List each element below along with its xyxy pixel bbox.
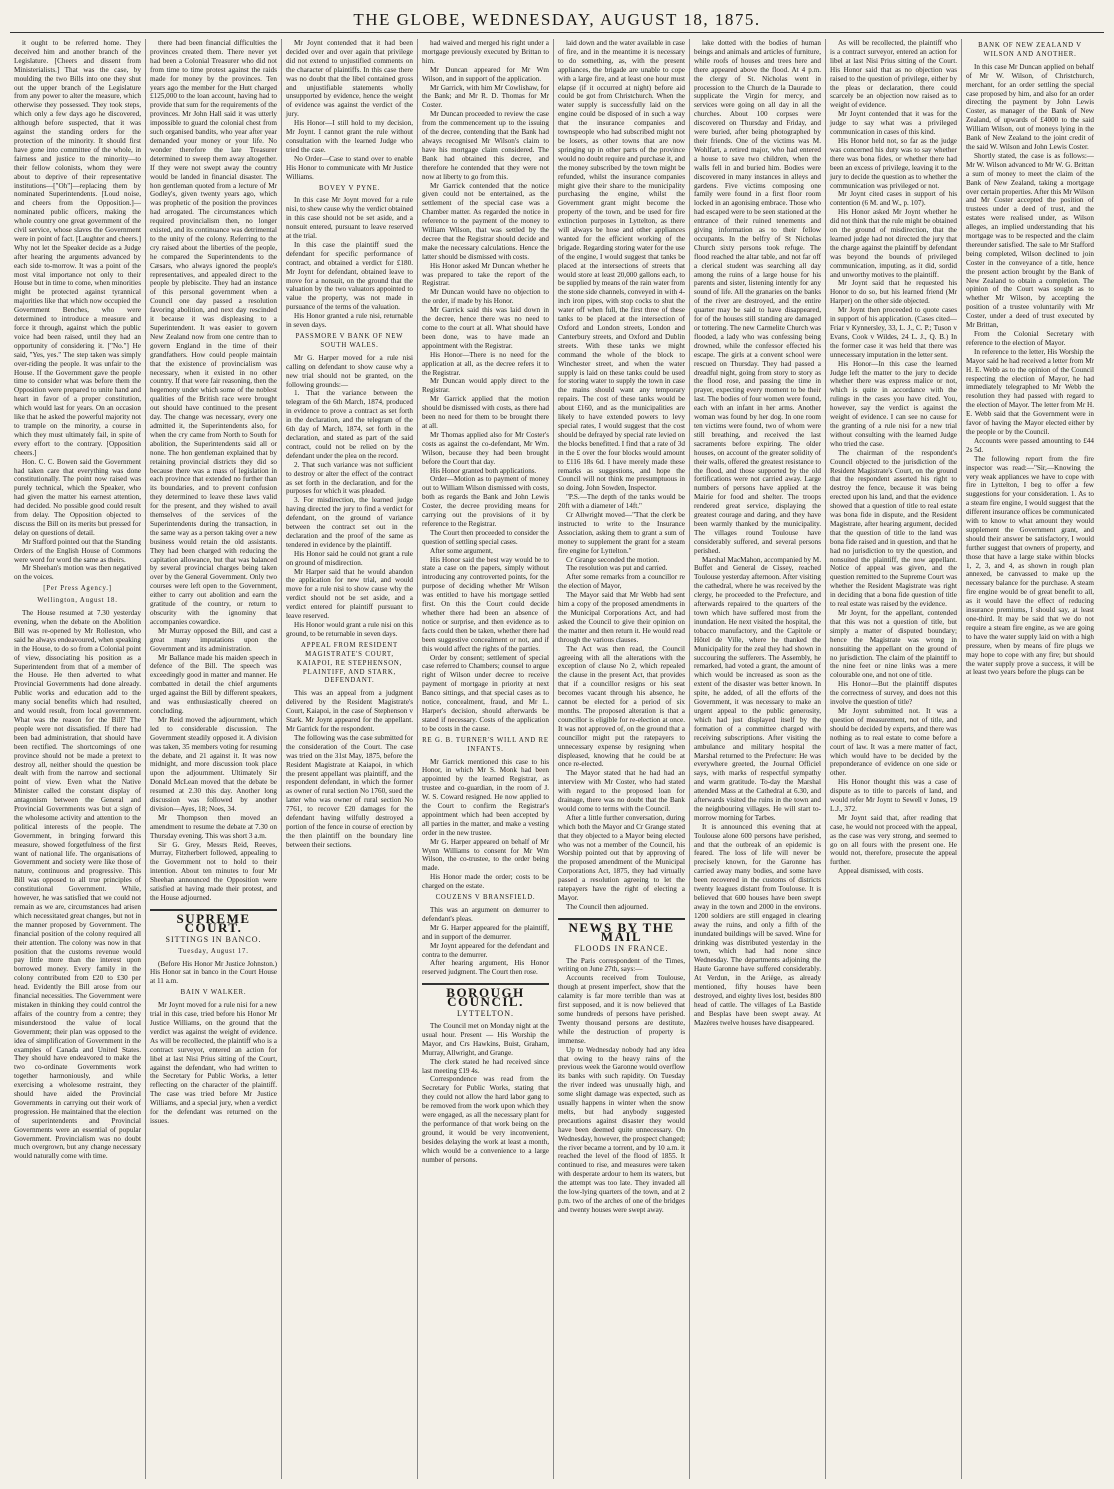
article-paragraph: Mr Duncan appeared for Mr Wm Wilson, and in support of the application. — [422, 65, 549, 83]
article-paragraph: His Honor—In this case the learned Judge left the matter to the jury to decide whether there was express malice or not, which is quite in accordance with the rulings in the cases you have cited. You, however, say the verdict is against the weight of evidence. I can see no cause for the granting of a rule nisi for a new trial without consulting with the learned Judge who tried the case. — [830, 359, 957, 448]
article-paragraph: The Paris correspondent of the Times, writing on June 27th, says:— — [558, 956, 685, 974]
article-paragraph: Mr Reid moved the adjournment, which led to considerable discussion. The Government steadily opposed it. A division was taken, 35 members voting for resuming the debate, and 21 against it. It was now midnight, and more discussion took place upon the adjournment. Ultimately Sir Donald McLean moved that the debate be resumed at 2.30 this day. Another long discussion was followed by another division—Ayes, 18; Noes, 34. — [150, 715, 277, 813]
section-heading: SUPREME COURT. — [150, 909, 277, 933]
article-paragraph: 2. That such variance was not sufficient to destroy or alter the effect of the contract as set forth in the declaration, and for the purposes for which it was pleaded. — [286, 460, 413, 496]
case-heading: Wellington, August 18. — [37, 597, 118, 605]
article-paragraph: (Before His Honor Mr Justice Johnston.) His Honor sat in banco in the Court House at 11 a.m. — [150, 959, 277, 986]
article-paragraph: Accounts received from Toulouse, though at present imperfect, show that the calamity is far more terrible than was at first supposed, and it is now believed that some hundreds of persons have perished. Twenty thousand persons are destitute, while the destruction of property is immense. — [558, 974, 685, 1045]
article-paragraph: Order by consent; settlement of special case referred to Chambers; counsel to argue right of Wilson under decree to receive payment of mortgage in priority at next Banco sittings, and that special cases as to notice, concealment, fraud, and Mr L. Harper's decision, should afterwards be stated if necessary. Costs of the application to be costs in the cause. — [422, 653, 549, 733]
article-paragraph: Mr Thomas applied also for Mr Coster's costs as against the co-defendant, Mr Wm. Wilson, because they had been brought before the Court that day. — [422, 430, 549, 466]
article-paragraph: Mr Duncan would apply direct to the Registrar. — [422, 377, 549, 395]
article-paragraph: The Council then adjourned. — [566, 902, 649, 911]
article-paragraph: Up to Wednesday nobody had any idea that owing to the heavy rains of the previous week the Garonne would overflow its banks with such rapidity. On Tuesday the river indeed was unusually high, and some slight damage was expected, such as usually happens in winter when the snow melts, but had anybody suggested precautions against disaster they would have been deemed quite unnecessary. On Wednesday, however, the prospect changed; the river became a torrent, and by 10 a.m. it reached the level of the flood of 1855. It continued to rise, and measures were taken with desperate ardour to hem its waters, but the attempt was too late. They invaded all the low-lying quarters of the town, and at 2 p.m. two of the arches of one of the bridges and twenty houses were swept away. — [558, 1045, 685, 1214]
article-paragraph: This was an argument on demurrer to defendant's pleas. — [422, 906, 549, 923]
section-subheading: LYTTELTON. — [457, 1009, 514, 1019]
article-paragraph: Mr Joynt said that he requested his Honor to do so, but his learned friend (Mr Harper) on the other side objected. — [830, 279, 957, 306]
article-paragraph: His Honor would grant a rule nisi on this ground, to be returnable in seven days. — [286, 621, 413, 638]
article-paragraph: After some remarks from a councillor re the election of Mayor, — [558, 573, 685, 591]
article-paragraph: His Honor made the order; costs to be charged on the estate. — [422, 873, 549, 891]
article-paragraph: Mr Joynt then proceeded to quote cases in support of his application. (Cases cited—Friar v Kynnersley, 33, L. J., C. P.; Tuson v Evans, Cook v Wildes, 24 L. J., Q. B.) In the former case it was held that there was unnecessary imputation in the letter sent. — [830, 306, 957, 359]
column-8 — [962, 39, 1098, 1479]
article-paragraph: Order—Motion as to payment of money out to William Wilson dismissed with costs, both as regards the Bank and John Lewis Coster, the decree providing means for carrying out the provisions of it by reference to the Registrar. — [422, 475, 549, 528]
article-paragraph: Mr Garrick applied that the motion should be dismissed with costs, as there had been no need for them to be brought there at all. — [422, 395, 549, 430]
section-heading: BOROUGH COUNCIL. — [422, 983, 549, 1007]
case-heading: BAIN V WALKER. — [180, 989, 247, 997]
article-paragraph: His Honor asked Mr Joynt whether he did not think that the rule might be obtained on the ground of misdirection, that the learned judge had not directed the jury that the charge against the plaintiff by defendant was beyond the bounds of privileged communication, imputing, as it did, sordid and unworthy motives to the plaintiff. — [830, 208, 957, 279]
case-heading: Tuesday, August 17. — [178, 947, 249, 955]
article-paragraph: Mr Ballance made his maiden speech in defence of the Bill. The speech was exceedingly good in matter and manner. He combatted in detail the chief arguments urged against the Bill by different speakers, and was enthusiastically cheered on concluding. — [150, 653, 277, 715]
column-7 — [826, 39, 962, 1479]
article-paragraph: had waived and merged his right under a mortgage previously executed by Brittan to him. — [422, 39, 549, 65]
article-paragraph: In this case Mr Duncan applied on behalf of Mr W. Wilson, of Christchurch, merchant, for an order settling the special case proposed by him, and also for an order directing the payment by John Lewis Coster, as manager of the Bank of New Zealand, of upwards of £4000 to the said William Wilson, out of moneys lying in the Bank of New Zealand to the joint credit of the said W. Wilson and John Lewis Coster. — [966, 62, 1094, 151]
article-paragraph: His Honor granted a rule nisi, returnable in seven days. — [286, 312, 413, 330]
article-paragraph: In this case Mr Joynt moved for a rule nisi, to shew cause why the verdict obtained in this case should not be set aside, and a nonsuit entered, pursuant to leave reserved at the trial. — [286, 196, 413, 241]
article-paragraph: This was an appeal from a judgment delivered by the Resident Magistrate's Court, Kaiapoi, in the case of Stephenson v Stark. Mr Joynt appeared for the appellant. Mr Garrick for the respondent. — [286, 689, 413, 733]
case-heading: APPEAL FROM RESIDENT MAGISTRATE'S COURT, KAIAPOI, RE STEPHENSON, PLAINTIFF, AND STARK, DEFENDANT. — [296, 641, 403, 685]
article-paragraph: The resolution was put and carried. — [566, 564, 668, 573]
article-paragraph: The following report from the fire inspector was read:—"Sir,—Knowing the very weak appliances we have to cope with fire in Lyttelton, I beg to offer a few suggestions for your consideration. 1. As to a steam fire engine, I would suggest that the different insurance offices be communicated with to know to what amount they would supplement the Government grant, and should their answer be satisfactory, I would further suggest that owners of property, and those that have a large stake within blocks 1, 2, 3, and 4, as shown in rough plan annexed, be canvassed to make up the necessary balance for the purchase. A steam fire engine would be of great benefit to all, as it would have the effect of reducing insurance premiums, I should say, at least one-third. It may be said that we do not require a steam fire engine, as we are going to have the water supply laid on with a high pressure, when by means of fire plugs we may hope to cope with any fire; but should the water supply prove a success, it will be at least two years before the plugs can be — [966, 454, 1094, 677]
article-paragraph: The Court then proceeded to consider the question of settling special cases. — [422, 528, 549, 546]
article-paragraph: The Mayor said that Mr Webb had sent him a copy of the proposed amendments in the Municipal Corporations Act, and had asked the Council to give their opinion on the matter and then return it. He would read through the various clauses. — [558, 591, 685, 644]
article-paragraph: Mr Garrick contended that the notice given could not be entertained, as the settlement of the special case was a Chamber matter. As regarded the notice in reference to the payment of the money to William Wilson, that was settled by the decree that the Registrar should decide and make the necessary calculations. Hence the latter should be dismissed with costs. — [422, 181, 549, 261]
article-paragraph: His Honor—There is no need for the application at all, as the decree refers it to the Registrar. — [422, 350, 549, 377]
article-paragraph: After hearing argument, His Honor reserved judgment. The Court then rose. — [422, 959, 549, 977]
section-heading: NEWS BY THE MAIL — [558, 918, 685, 942]
article-paragraph: In this case the plaintiff sued the defendant for specific performance of contract, and obtained a verdict for £180. Mr Joynt for defendant, obtained leave to move for a nonsuit, on the ground that the valuation by the two valuators appointed to value the property, was not made in pursuance of the terms of the valuation. — [286, 240, 413, 312]
section-subheading: SITTINGS IN BANCO. — [165, 934, 262, 944]
article-paragraph: His Honor granted both applications. — [430, 466, 537, 475]
article-paragraph: In reference to the letter, His Worship the Mayor said he had received a letter from Mr H. E. Webb as to the opinion of the Council respecting the election of Mayor, he had immediately telegraphed to Mr Webb the resolution they had passed with regard to the election of Mayor. The letter from Mr H. E. Webb said that the Government were in favor of having the Mayor elected either by the people or by the Council. — [966, 347, 1095, 436]
article-paragraph: His Honor asked Mr Duncan whether he was prepared to take the report of the Registrar. — [422, 261, 549, 288]
article-paragraph: Appeal dismissed, with costs. — [838, 867, 924, 876]
article-paragraph: Mr Joynt, for the appellant, contended that this was not a question of title, but simply a matter of disputed boundary; hence the Magistrate was wrong in nonsuiting the appellant on the ground of no jurisdiction. The claim of the plaintiff to the nine feet or nine links was a mere colourable one, and not one of title. — [830, 609, 957, 680]
case-heading: RE G. B. TURNER'S WILL AND RE INFANTS. — [422, 736, 549, 753]
article-paragraph: Mr Murray opposed the Bill, and cast a great many imputations upon the Government and its administration. — [150, 626, 277, 653]
article-paragraph: Mr Joynt said that, after reading that case, he would not proceed with the appeal, as the case was very strong, and seemed to go on all fours with the present one. He would not, therefore, prosecute the appeal further. — [830, 813, 957, 867]
column-6 — [690, 39, 826, 1479]
article-paragraph: Mr Sheehan's motion was then negatived on the voices. — [14, 564, 141, 582]
article-paragraph: His Honor held not, so far as the judge was concerned his duty was to say whether there was bona fides, or whether there had been an excess of privilege, leaving it to the jury to decide the question as to whether the communication was privileged or not. — [830, 136, 957, 190]
article-paragraph: The clerk stated he had received since last meeting £19 4s. — [422, 1057, 549, 1075]
article-paragraph: Mr G. Harper appeared on behalf of Mr Wynn Williams to consent for Mr Wm Wilson, the co-trustee, to the order being made. — [422, 837, 549, 873]
article-paragraph: 3. For misdirection, the learned judge having directed the jury to find a verdict for defendant, on the ground of variance between the contract set out in the declaration and the proof of the same as tendered in evidence by the plaintiff. — [286, 496, 413, 549]
article-paragraph: Mr Joynt appeared for the defendant and contra to the demurrer. — [422, 941, 549, 959]
article-paragraph: Mr G. Harper moved for a rule nisi calling on defendant to show cause why a new trial should not be granted, on the following grounds:— — [286, 353, 413, 389]
article-paragraph: Mr Joynt submitted not. It was a question of measurement, not of title, and should be decided by experts, and there was nothing as to real estate to come before a court of law. It was a mere matter of fact, which would have to be decided by the preponderance of evidence on one side or other. — [830, 706, 957, 778]
columns-container — [10, 39, 1104, 1479]
article-paragraph: 1. That the variance between the telegram of the 6th March, 1874, produced in evidence to prove a contract as set forth in the declaration, and the telegram of the 6th day of March, 1874, set forth in the declaration, and stated as part of the said contract, could not be relied on by the defendant under the plea on the record. — [286, 389, 413, 460]
article-paragraph: The chairman of the respondent's Council objected to the jurisdiction of the Resident Magistrate's Court, on the ground that the respondent asserted his right to destroy the fence, because it was being erected upon his land, and that the evidence showed that a question of title to real estate was bona fide in dispute, and the Resident Magistrate, after hearing argument, decided that the question of title to the land was bona fide raised and in question, and that he had no jurisdiction to try the question, and nonsuited the plaintiff, the now appellant. Notice of appeal was given, and the question remitted to the Supreme Court was whether the Resident Magistrate was right in deciding that a bona fide question of title to real estate was raised by the evidence. — [830, 448, 957, 609]
article-paragraph: The following was the case submitted for the consideration of the Court. The case was tried on the 31st May, 1875, before the Resident Magistrate at Kaiapoi, in which the present appellant was plaintiff, and the respondent defendant, in which the former as owner of rural section No 1760, sued the latter who was owner of rural section No 7761, to recover £20 damages for the defendant having wilfully destroyed a portion of the fence in course of erection by the then plaintiff on the boundary line between their sections. — [286, 733, 413, 849]
column-5 — [554, 39, 690, 1479]
article-paragraph: His Honor said he could not grant a rule on ground of misdirection. — [286, 549, 413, 567]
article-paragraph: Mr Garrick mentioned this case to his Honor, in which Mr S. Monk had been appointed by the learned Registrar, as trustee and co-guardian, in the room of J. W. S. Coward resigned. He now applied to the Court to confirm the Registrar's appointment which had been accepted by all parties in the matter, and make a vesting order in the new trustee. — [422, 757, 549, 837]
column-4 — [418, 39, 554, 1479]
case-heading: BANK OF NEW ZEALAND V WILSON AND ANOTHER. — [978, 42, 1082, 58]
article-paragraph: After a little further conversation, during which both the Mayor and Cr Grange stated that they objected to a Mayor being elected who was not a member of the Council, his Worship pointed out that by approving of the proposed amendment of the Municipal Corporations Act, 1875, they had virtually passed a resolution agreeing to let the ratepayers have the right of electing a Mayor. — [558, 813, 685, 902]
article-paragraph: His Honor said the best way would be to state a case on the papers, simply without introducing any controverted points, for the purpose of deciding whether Mr Wilson was entitled to have his mortgage settled first. On this the Court could decide whether there had been an absence of notice or surprise, and then evidence as to facts could then be taken, whether there had been suggestive concealment or not, and if this would affect the rights of the parties. — [422, 555, 549, 653]
article-paragraph: Shortly stated, the case is as follows:—Mr W. Wilson advanced to Mr W. G. Brittan a sum of money to meet the claim of the Bank of New Zealand, taking a mortgage over certain properties. After this Mr Wilson and Mr Coster accepted the position of trustees under a deed of trust, and the estates were realised under, as Wilson alleges, an implied understanding that his mortgage was to be respected and the claim thereunder satisfied. The sale to Mr Stafford being completed, Wilson declined to join Coster in the conveyance of a title, hence the present action brought by the Bank of New Zealand to obtain a completion. The opinion of the Court was sought as to whether Mr Wilson, by accepting the position of a trustee voluntarily with Mr Coster, under a deed of trust executed by Mr Brittan, — [966, 151, 1094, 330]
article-paragraph: Sir G. Grey, Messrs Reid, Reeves, Murray, Fitzherbert followed, appealing to the Government not to hold to their intention. About ten minutes to four Mr Sheehan announced the Opposition were satisfied at having made their protest, and the House adjourned. — [150, 840, 277, 902]
article-paragraph: The Act was then read, the Council agreeing with all the alterations with the exception of clause No 2, which repealed the clause in the present Act, that provides that if a councillor resigns or his seat becomes vacant through his absence, he cannot be elected for a period of six months. The proposed alteration is that a councillor is eligible for re-election at once. It was not approved of, on the ground that a councillor might put the ratepayers to unnecessary expense by resigning when displeased, knowing that he could be at once re-elected. — [558, 644, 685, 769]
article-paragraph: Mr Joynt contended that it had been decided over and over again that privilege did not extend to unjustified comments on the character of plaintiffs. In this case there was no doubt that the libel contained gross and unjustifiable statements wholly unsupported by evidence, hence the weight of evidence was against the verdict of the jury. — [286, 39, 413, 119]
case-heading: PASSMORE V BANK OF NEW SOUTH WALES. — [295, 333, 404, 349]
article-paragraph: Mr Garrick, with him Mr Cowlishaw, for the Bank; and Mr R. D. Thomas for Mr Coster. — [422, 83, 549, 110]
column-3 — [282, 39, 418, 1479]
article-paragraph: His Honor thought this was a case of dispute as to title to parcels of land, and would refer Mr Joynt to Sewell v Jones, 19 L.J., 372. — [830, 778, 957, 813]
column-1 — [10, 39, 146, 1479]
article-paragraph: It is announced this evening that at Toulouse alone 600 persons have perished, and that the outbreak of an epidemic is feared. The loss of life will never be precisely known, for the Garonne has carried away many bodies, and some have been recovered in the customs of districts twenty leagues distant from Toulouse. It is believed that 600 houses have been swept away in the town and 2000 in the environs. 1200 soldiers are still engaged in clearing away the ruins, and only a fifth of the inundated buildings will be saved. Wine for drinking was distributed yesterday in the town, which had had none since Wednesday. The departments adjoining the Haute Garonne have suffered considerably. At Verdun, in the Ariège, as already mentioned, fifty houses have been destroyed, and eighty lives lost, besides 800 head of cattle. The villages of La Bastide and Besplas have been swept away. At Mazères twelve houses have disappeared. — [694, 822, 821, 1027]
article-paragraph: As will be recollected, the plaintiff who is a contract surveyor, entered an action for libel at last Nisi Prius sitting of the Court. His Honor said that as no objection was raised to the question of privilege, either by the pleas or declaration, there could scarcely be an objection now raised as to weight of evidence. — [830, 39, 957, 110]
article-paragraph: Mr Duncan proceeded to review the case from the commencement up to the issuing of the decree, contending that the Bank had always recognised Mr Wilson's claim to have his mortgage claim considered. The Bank had obtained this decree, and therefore he contended that they were not now at liberty to go from this. — [422, 110, 549, 181]
case-heading: [Per Press Agency.] — [43, 585, 112, 593]
article-paragraph: Mr Stafford pointed out that the Standing Orders of the English House of Commons were word for word the same as theirs. — [14, 537, 141, 564]
article-paragraph: laid down and the water available in case of fire, and in the meantime it is necessary to do something, as, with the present appliances, the brigade are unable to cope with a large fire, and at least one hour must elapse (if it occurred at night) before aid could be got from Christchurch. When the water supply is successfully laid on the engine could be disposed of in such a way that the insurance companies and townspeople who had subscribed might not be losers, as other towns that are now springing up in other parts of the province would no doubt require and purchase it, and the money subscribed by the town might be refunded, whilst the insurance companies might give their share to the municipality purchasing the engine, whilst the Government grant might become the property of the town, and be used for fire extinction purposes in Lyttelton, as there will always be hose and other appliances wanted for the efficient working of the brigade. Regarding storing water for the use of the engine, I would suggest that tanks be placed at the intersections of streets that would store at least 20,000 gallons each, to be supplied by means of the rain water from the stone side channels, conveyed in with 4-inch iron pipes, with stop cocks to shut the water off when full, the first three of these tanks to be placed at the intersection of Oxford and London streets, London and Canterbury streets, and Oxford and Dublin streets. With these tanks we might command the whole of the block to Winchester street, and when the water supply is laid on these tanks could be used for storing water to supply the town in case the mains should want any temporary repairs. The cost of these tanks would be about £160, and as the municipalities are likely to have extended powers to levy special rates, I would suggest that the cost should be defrayed by special rate levied on the blocks benefitted. I find that a rate of 3d in the £ over the four blocks would amount to £116 18s 6d. I have merely made these remarks as suggestions, and hope the Council will not think me presumptuous in so doing. John Sowden, Inspector. — [558, 39, 685, 493]
case-heading: BOVEY V PYNE. — [318, 184, 381, 192]
article-paragraph: The House resumed at 7.30 yesterday evening, when the debate on the Abolition Bill was re-opened by Mr Rolleston, who said he always endeavoured, when speaking in the House, to do so from a Colonial point of view, dissociating his position as a Superintendent from that of a member of the House. He then adverted to what Provincial Governments had done already. Public works and education add to the many social benefits which had resulted, and would result, from local government. What was the reason for the Bill? The people were not dissatisfied. If there had been bad administration, that should have been rectified. The shortcomings of one province should not be made a pretext to destroy all, neither should the question be dealt with from the narrow and sectional point of view. Even what the Native Minister called the constant display of antagonism between the General and Provincial Governments was but a sign of the wholesome activity and attention to the political interests of the people. The Government, in bringing forward this measure, showed forgetfulness of the first want of national life. The organisations of Government and society were like those of nature, continuous and progressive. This Bill was opposed to all true principles of constitutional Government. While, however, he was satisfied that we could not remain as we are, circumstances had arisen which necessitated great changes, but not in the manner proposed by Government. The financial position of the colony required all their attention. The colony was now in that position that the customs revenue would pay little more than the interest upon borrowed money. Every family in the colony contributed from £20 to £30 per head. Evidently the Bill arose from our financial necessities. The Government were mistaken in thinking they could control the affairs of the country from a centre; they misunderstood the value of local Government; their plan was opposed to the idea of simplification of Government in the examples of Canada and United States. They should have endeavored to make the two co-ordinate Governments work together harmoniously, and while exercising a wholesome restraint, they should have aided the Provincial Governments in carrying out their work of progression. He maintained that the election of superintendents and Provincial Governments were an essential of popular Government. Provincialism was no doubt much overgrown, but any change necessary would naturally come with time. — [14, 609, 141, 1161]
article-paragraph: Mr Joynt cited cases in support of his contention (6 M. and W., p. 107). — [830, 190, 957, 208]
article-paragraph: No Order—Case to stand over to enable His Honor to communicate with Mr Justice Williams. — [286, 154, 413, 181]
article-paragraph: Mr Thompson then moved an amendment to resume the debate at 7.30 on Thursday evening. This was short 3 a.m. — [150, 813, 277, 840]
article-paragraph: Mr Duncan would have no objection to the order, if made by his Honor. — [422, 288, 549, 306]
article-paragraph: Hon. C. C. Bowen said the Government had taken care that everything was done constitutionally. The point now raised was purely technical, which the Speaker, who had given the matter his earnest attention, had decided. No possible good could result from delay. The Opposition objected to discuss the Bill on its merits but pressed for delay on questions of detail. — [14, 457, 141, 537]
article-paragraph: Mr Joynt moved for a rule nisi for a new trial in this case, tried before his Honor Mr Justice Williams, on the ground that the verdict was against the weight of evidence. As will be recollected, the plaintiff who is a contract surveyor, entered an action for libel at last Nisi Prius sitting of the Court, against the defendant, who had written to the Secretary for Public Works, a letter reflecting on the character of the plaintiff. The case was tried before Mr Justice Williams, and a special jury, when a verdict for the defendant was returned on the issues. — [150, 1001, 277, 1125]
article-paragraph: Mr Joynt contended that it was for the judge to say what was a privileged communication in cases of this kind. — [830, 110, 957, 137]
article-paragraph: it ought to be referred home. They deceived him and another branch of the Legislature. [Cheers and dissent from Ministerialists.] That was the case, by moulding the two Bills into one they shut out the upper branch of the Legislature from any power to alter the measure, which otherwise they possessed. They took steps, which only a few days ago he discovered, although before suspected, that it was against the standing orders for the protection of the minority. It should first have gone into committee of the whole, in fairness and justice to the minority—to their fellow colonists, whom they were about to deprive of their representative institutions—["Oh"]—replacing them by nominated Superintendents. [Loud noise, and cheers from the Opposition.]—nominated public officers, making the whole country one great government of the civil service, whose slaves the Government were in point of fact. [Laughter and cheers.] Why not let the Speaker decide as a Judge after hearing the arguments advanced by each side to-morrow. It was a point of the most vital importance not only to their House but in time to come, when minorities might be protected against tyrannical majorities like that which now occupied the Government Benches, who were determined to introduce a measure and force it through, against which the public voice had been raised, until they had an opportunity of considering it. ["No."] He said, "Yes, yes." The step taken was simply over-riding the people. It was unfair to the House. If the Government gave the people time to consider what was before them the Opposition were prepared to unite hand and heart in favor of a proper constitution, which would last for years. On an occasion like that he asked the powerful majority not to trample on the minority, a course in which they must ultimately fail, in spite of every effort to the contrary. [Opposition cheers.] — [14, 39, 141, 457]
article-paragraph: The Council met on Monday night at the usual hour. Present — His Worship the Mayor, and Crs Hawkins, Buist, Graham, Murray, Allwright, and Grange. — [422, 1021, 549, 1057]
article-paragraph: After some argument, — [430, 546, 493, 555]
article-paragraph: Accounts were passed amounting to £44 2s 5d. — [966, 436, 1094, 454]
article-paragraph: Mr Harper said that he would abandon the application for new trial, and would move for a rule nisi to show cause why the verdict should not be set aside, and a verdict entered for plaintiff pursuant to leave reserved. — [286, 567, 413, 621]
case-heading: COUZENS V BRANSFIELD. — [435, 894, 536, 902]
article-paragraph: Cr Grange seconded the motion. — [566, 555, 660, 564]
article-paragraph: Marshal MacMahon, accompanied by M. Buffet and General de Cissey, reached Toulouse yesterday afternoon. After visiting the cathedral, where he was received by the clergy, he proceeded to the Prefecture, and afterwards repaired to the quarters of the town which have suffered most from the inundation. He next visited the hospital, the tobacco manufactory, and the Capitole or Hôtel de Ville, where he thanked the Municipality for the zeal they had shown in succouring the sufferers. The Assembly, he remarked, had voted a grant, the amount of which would be increased as soon as the extent of the disaster was better known. In spite, he added, of all the efforts of the Government, it was necessary to make an urgent appeal to the public generosity, which had just displayed itself by the formation of a committee charged with receiving subscriptions. After visiting the ambulance and military hospital the Marshal returned to the Prefecture: He was everywhere greeted, the Journal Officiel says, with marks of respectful sympathy and warm gratitude. To-day the Marshal attended Mass at the Cathedral at 6.30, and afterwards visited the ruins in the town and the neighbouring villages. He will start to-morrow morning for Tarbes. — [694, 555, 821, 822]
masthead: THE GLOBE, WEDNESDAY, AUGUST 18, 1875. — [10, 8, 1104, 33]
article-paragraph: His Honor—But the plaintiff disputes the correctness of survey, and does not this involve the question of title? — [830, 680, 957, 707]
article-paragraph: Cr Allwright moved—"That the clerk be instructed to write to the Insurance Association, asking them to grant a sum of money to supplement the grant for a steam fire engine for Lyttelton." — [558, 511, 685, 555]
article-paragraph: Mr G. Harper appeared for the plaintiff, and in support of the demurrer. — [422, 923, 549, 941]
article-paragraph: Mr Garrick said this was laid down in the decree, hence there was no need to come to the court at all. What should have been done, was to have made an appointment with the Registrar. — [422, 306, 549, 350]
article-paragraph: Correspondence was read from the Secretary for Public Works, stating that they could not allow the hard labor gang to be removed from the work upon which they were engaged, as all the necessary plant for the performance of that work being on the ground, it would be very inconvenient, besides delaying the work at least a month, which would be a convenience to a large number of persons. — [422, 1075, 549, 1164]
section-subheading: FLOODS IN FRANCE. — [574, 943, 669, 953]
article-paragraph: there had been financial difficulties the provinces created them. There never yet had been a Colonial Treasurer who did not from time to time protest against the raids made for money by the provinces. Ten years ago the member for the Hutt charged £125,000 to the loan account, having had to provide that sum for the requirements of the provinces. Mr John Hall said it was utterly impossible to guard the colonial chest from such organised bandits, who year after year demanded your money or your life. No wonder therefore the late Treasurer determined to sweep them away altogether. If they were not swept away the country would be landed in financial disaster. The hon gentleman quoted from a lecture of Mr Godley's, given twenty years ago, which was prophetic of the position the provinces had arrogated. The circumstances which required provincialism then, no longer existed, and its continuance was detrimental to the unity of the colony. Referring to the cry raised about the liberties of the people, he compared the Superintendents to the Cæsars, who always ignored the people's representatives, and appealed direct to the people by plebiscite. They had an instance of this personal government when a Council one day passed a resolution favoring abolition, and next day rescinded it because it was displeasing to a Superintendent. It was easier to govern New Zealand now from one centre than to govern England in the time of their grandfathers. How could people maintain that the existence of provincialism was necessary, when it existed in no other country. If that were fair reasoning, then the hegemony under which some of the noblest qualities of the British race were brought out should have continued to the present day. The change was necessary, every one admitted it, the Superintendents also, for when the cry came from North to South for abolition, the Superintendents said all or none. The hon gentleman explained that by retaining provincial districts they did so because there was a mass of legislation in each province that extended no further than its boundaries, and to prevent confusion they determined to leave these laws valid for the present, and they wished to avail themselves of the services of the Superintendents during the transaction, in the same way as a person taking over a new business would retain the old assistants. They had been charged with reducing the capitation allowance, but that was balanced by several provincial charges being taken over by the General Government. Only two courses were left open to the Government, either to carry out abolition and earn the gratitude of the country, or return to obscurity with the ignominy that accompanies cowardice. — [150, 39, 277, 626]
article-paragraph: His Honor—I still hold to my decision, Mr Joynt. I cannot grant the rule without consultation with the learned Judge who tried the case. — [286, 119, 413, 154]
article-paragraph: lake dotted with the bodies of human beings and animals and articles of furniture, while roofs of houses and trees here and there appeared above the flood. At 4 p.m. the clergy of St. Nicholas went in procession to the Church de la Daurade to supplicate the Virgin for mercy, and services were going on all day in all the churches. About 100 corpses were discovered on Thursday and Friday, and were buried, after being photographed by their friends. One of the victims was M. Wohlfart, a retired major, who had entered a house to save two children, when the walls fell in and buried him. Bodies were discovered in many instances in alleys and gardens. Five victims composing one family were found in a first floor room locked in an agonising embrace. Those who had escaped were to be seen stationed at the entrance of their ruined tenements and giving information as to their fellow occupants. In the belfry of St Nicholas Church sixty persons took refuge. The flood reached the altar table, and not far off a clerical student was searching all day among the ruins of a large house for his parents and sister, listening intently for any sound of life. All the granaries on the banks of the river are destroyed, and the entire quarter may be said to have disappeared, for of the houses still standing are damaged or tottering. The new Carmelite Church was flooded, a lady who was confessing being drowned, while the confessor effected his escape. The girls at a convent school were rescued on Thursday. They had passed a dreadful night, going from story to story as the flood rose, and passing the time in prayer, expecting every moment to be their last. The bodies of four women were found, each with an infant in her arms. Another woman was found by her dog. In one room ten victims were found, two of whom were still breathing, and received the last sacraments before expiring. The older houses, on account of the greater solidity of their walls, offered the greatest resistance to the flood, and those supported by the old fortifications were not carried away. Large numbers of persons have applied at the Mairie for food and shelter. The troops rendered great service, displaying the greatest courage and daring, and they have been warmly thanked by the municipality. The villages round Toulouse have considerably suffered, and several persons perished. — [694, 39, 821, 555]
article-paragraph: The Mayor stated that he had had an interview with Mr Coster, who had stated with regard to the proposed loan for drainage, there was no doubt that the Bank would come to terms with the Council. — [558, 769, 685, 813]
article-paragraph: "P.S.—The depth of the tanks would be 20ft with a diameter of 14ft." — [558, 493, 685, 511]
article-paragraph: From the Colonial Secretary with reference to the election of Mayor. — [966, 330, 1094, 347]
column-2 — [146, 39, 282, 1479]
